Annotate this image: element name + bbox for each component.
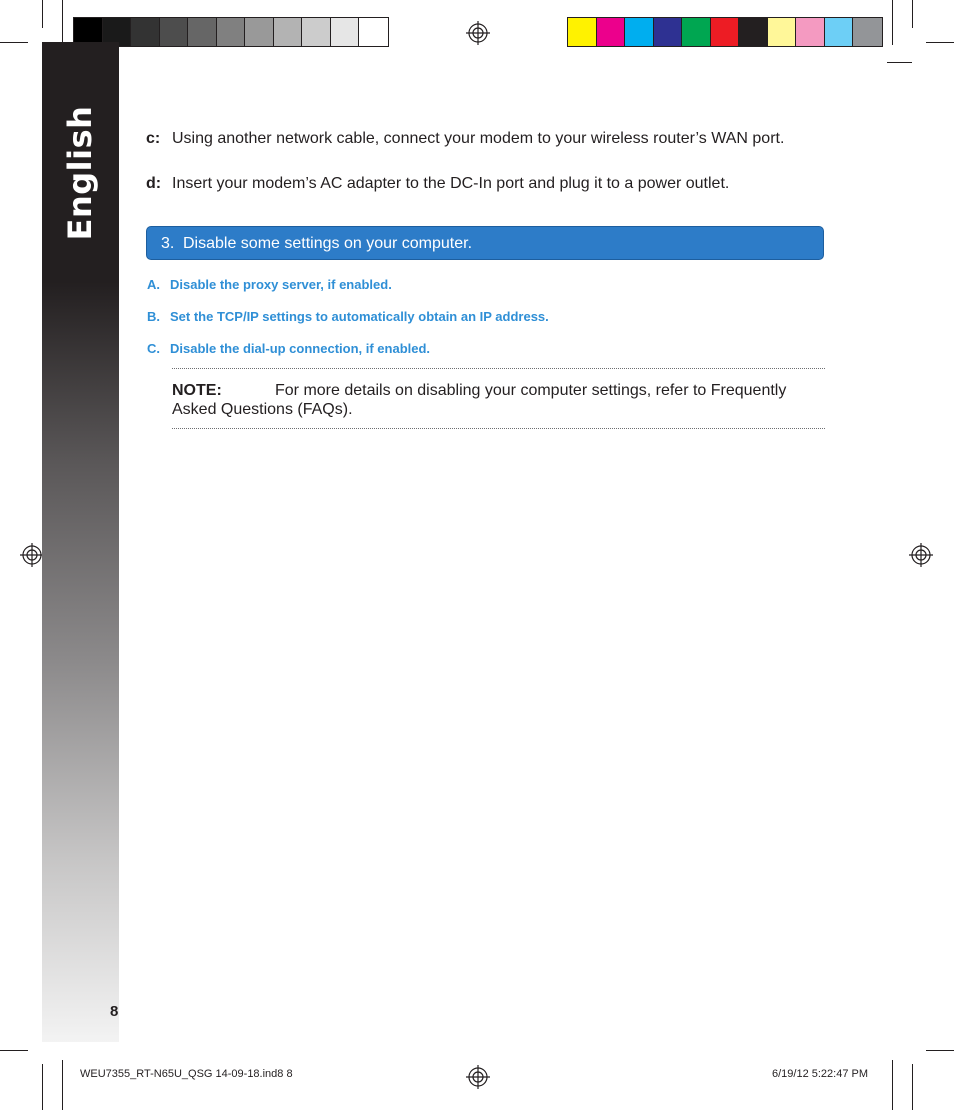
crop-mark	[912, 0, 913, 28]
step-key: d:	[146, 175, 162, 192]
color-swatch	[217, 18, 246, 46]
step-key: c:	[146, 130, 161, 147]
color-swatch	[625, 18, 654, 46]
color-swatch	[853, 18, 882, 46]
crop-mark	[912, 1064, 913, 1110]
note-divider	[172, 428, 825, 429]
note-label: NOTE:	[172, 382, 222, 399]
crop-mark	[0, 1050, 28, 1051]
note-text: For more details on disabling your computer settings, refer to Frequently Asked Questions (FAQs).	[172, 382, 787, 418]
substep-text: Disable the dial-up connection, if enabled.	[170, 341, 431, 356]
registration-mark-icon	[466, 1065, 490, 1089]
registration-mark-icon	[20, 543, 44, 567]
color-swatch	[682, 18, 711, 46]
crop-mark	[926, 42, 954, 43]
color-swatch	[739, 18, 768, 46]
step-text: Insert your modem’s AC adapter to the DC-In port and plug it to a power outlet.	[172, 175, 730, 192]
substep-key: C.	[147, 341, 160, 356]
registration-mark-icon	[909, 543, 933, 567]
color-swatch	[711, 18, 740, 46]
registration-mark-icon	[466, 21, 490, 45]
substep-text: Disable the proxy server, if enabled.	[170, 277, 392, 292]
color-swatch	[274, 18, 303, 46]
substep-key: A.	[147, 277, 160, 292]
color-swatch	[825, 18, 854, 46]
color-swatch	[568, 18, 597, 46]
crop-mark	[62, 0, 63, 45]
step-text: Using another network cable, connect your modem to your wireless router’s WAN port.	[172, 130, 785, 147]
color-swatch	[131, 18, 160, 46]
color-swatch	[654, 18, 683, 46]
slug-filename: WEU7355_RT-N65U_QSG 14-09-18.ind8 8	[80, 1068, 293, 1080]
side-tab-label: English	[61, 105, 99, 241]
color-swatch	[245, 18, 274, 46]
color-swatch	[796, 18, 825, 46]
slug-timestamp: 6/19/12 5:22:47 PM	[772, 1068, 869, 1080]
color-swatch	[597, 18, 626, 46]
color-swatch	[768, 18, 797, 46]
color-swatch	[160, 18, 189, 46]
section-number: 3.	[161, 235, 175, 252]
crop-mark	[0, 42, 28, 43]
crop-mark	[42, 1064, 43, 1110]
color-swatch	[188, 18, 217, 46]
color-swatch	[302, 18, 331, 46]
color-swatch	[359, 18, 388, 46]
substep-text: Set the TCP/IP settings to automatically obtain an IP address.	[170, 309, 549, 324]
crop-mark	[892, 1060, 893, 1110]
crop-mark	[887, 62, 912, 63]
crop-mark	[892, 0, 893, 45]
section-header-bar	[146, 226, 824, 260]
section-title: Disable some settings on your computer.	[183, 235, 473, 252]
substep-key: B.	[147, 309, 160, 324]
grayscale-bar	[73, 17, 389, 47]
color-bar	[567, 17, 883, 47]
note-divider	[172, 368, 825, 369]
crop-mark	[926, 1050, 954, 1051]
crop-mark	[62, 1060, 63, 1110]
color-swatch	[331, 18, 360, 46]
page-number: 8	[110, 1003, 119, 1020]
crop-mark	[42, 0, 43, 28]
